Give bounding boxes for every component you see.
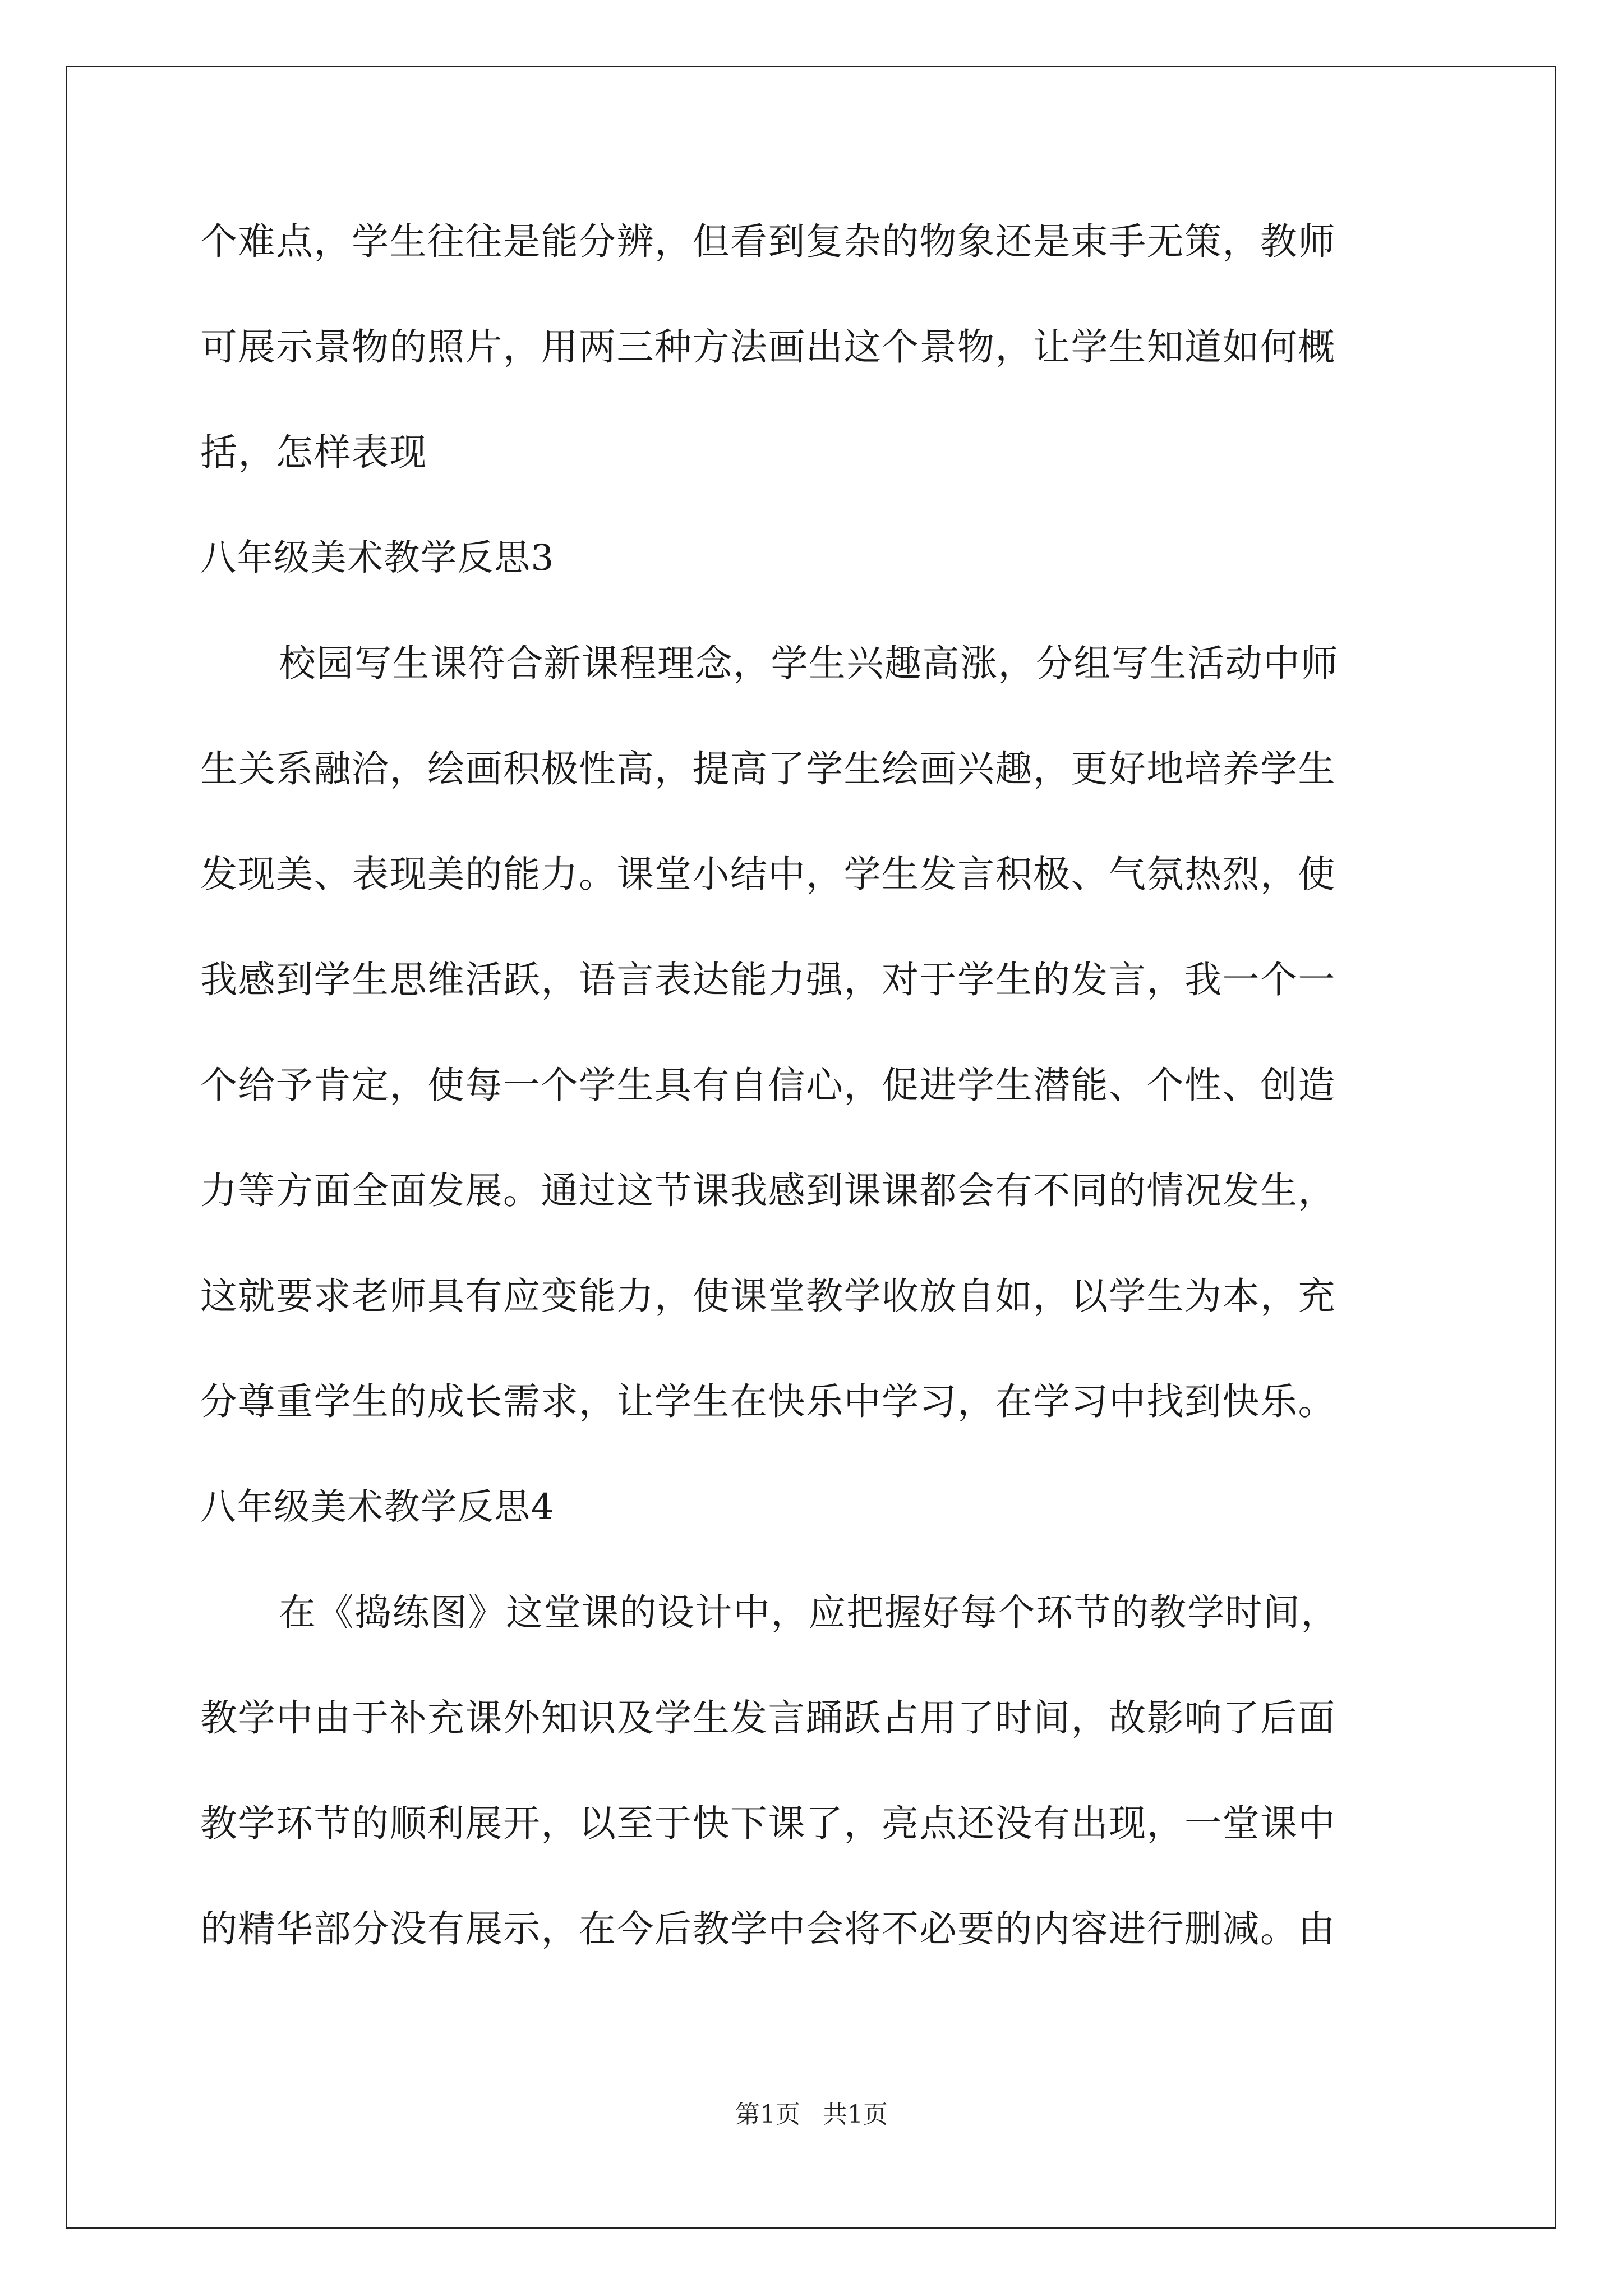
paragraph-line: 个难点，学生往往是能分辨，但看到复杂的物象还是束手无策，教师 — [200, 220, 1336, 263]
paragraph-line: 个给予肯定，使每一个学生具有自信心，促进学生潜能、个性、创造 — [200, 1064, 1336, 1107]
page-number-total: 共1页 — [823, 2100, 888, 2129]
document-body — [200, 216, 1434, 1955]
paragraph-line: 校园写生课符合新课程理念，学生兴趣高涨，分组写生活动中师 — [279, 642, 1339, 685]
page-footer — [0, 2098, 1623, 2132]
paragraph-line: 发现美、表现美的能力。课堂小结中，学生发言积极、气氛热烈，使 — [200, 853, 1336, 896]
paragraph-line: 力等方面全面发展。通过这节课我感到课课都会有不同的情况发生， — [200, 1169, 1336, 1212]
paragraph-line: 这就要求老师具有应变能力，使课堂教学收放自如，以学生为本，充 — [200, 1274, 1336, 1318]
paragraph-line: 括，怎样表现 — [200, 431, 427, 474]
paragraph-line: 分尊重学生的成长需求，让学生在快乐中学习，在学习中找到快乐。 — [200, 1380, 1336, 1423]
paragraph-line: 生关系融洽，绘画积极性高，提高了学生绘画兴趣，更好地培养学生 — [200, 747, 1336, 790]
paragraph-line: 在《捣练图》这堂课的设计中，应把握好每个环节的教学时间， — [279, 1591, 1339, 1634]
paragraph-line: 的精华部分没有展示，在今后教学中会将不必要的内容进行删减。由 — [200, 1907, 1336, 1950]
section-heading: 八年级美术教学反思3 — [200, 537, 555, 579]
section-heading: 八年级美术教学反思4 — [200, 1487, 555, 1528]
paragraph-line: 可展示景物的照片，用两三种方法画出这个景物，让学生知道如何概 — [200, 325, 1336, 369]
paragraph-line: 教学环节的顺利展开，以至于快下课了，亮点还没有出现，一堂课中 — [200, 1802, 1336, 1845]
paragraph-line: 我感到学生思维活跃，语言表达能力强，对于学生的发言，我一个一 — [200, 958, 1336, 1001]
page-number-current: 第1页 — [735, 2100, 800, 2129]
paragraph-line: 教学中由于补充课外知识及学生发言踊跃占用了时间，故影响了后面 — [200, 1696, 1336, 1740]
